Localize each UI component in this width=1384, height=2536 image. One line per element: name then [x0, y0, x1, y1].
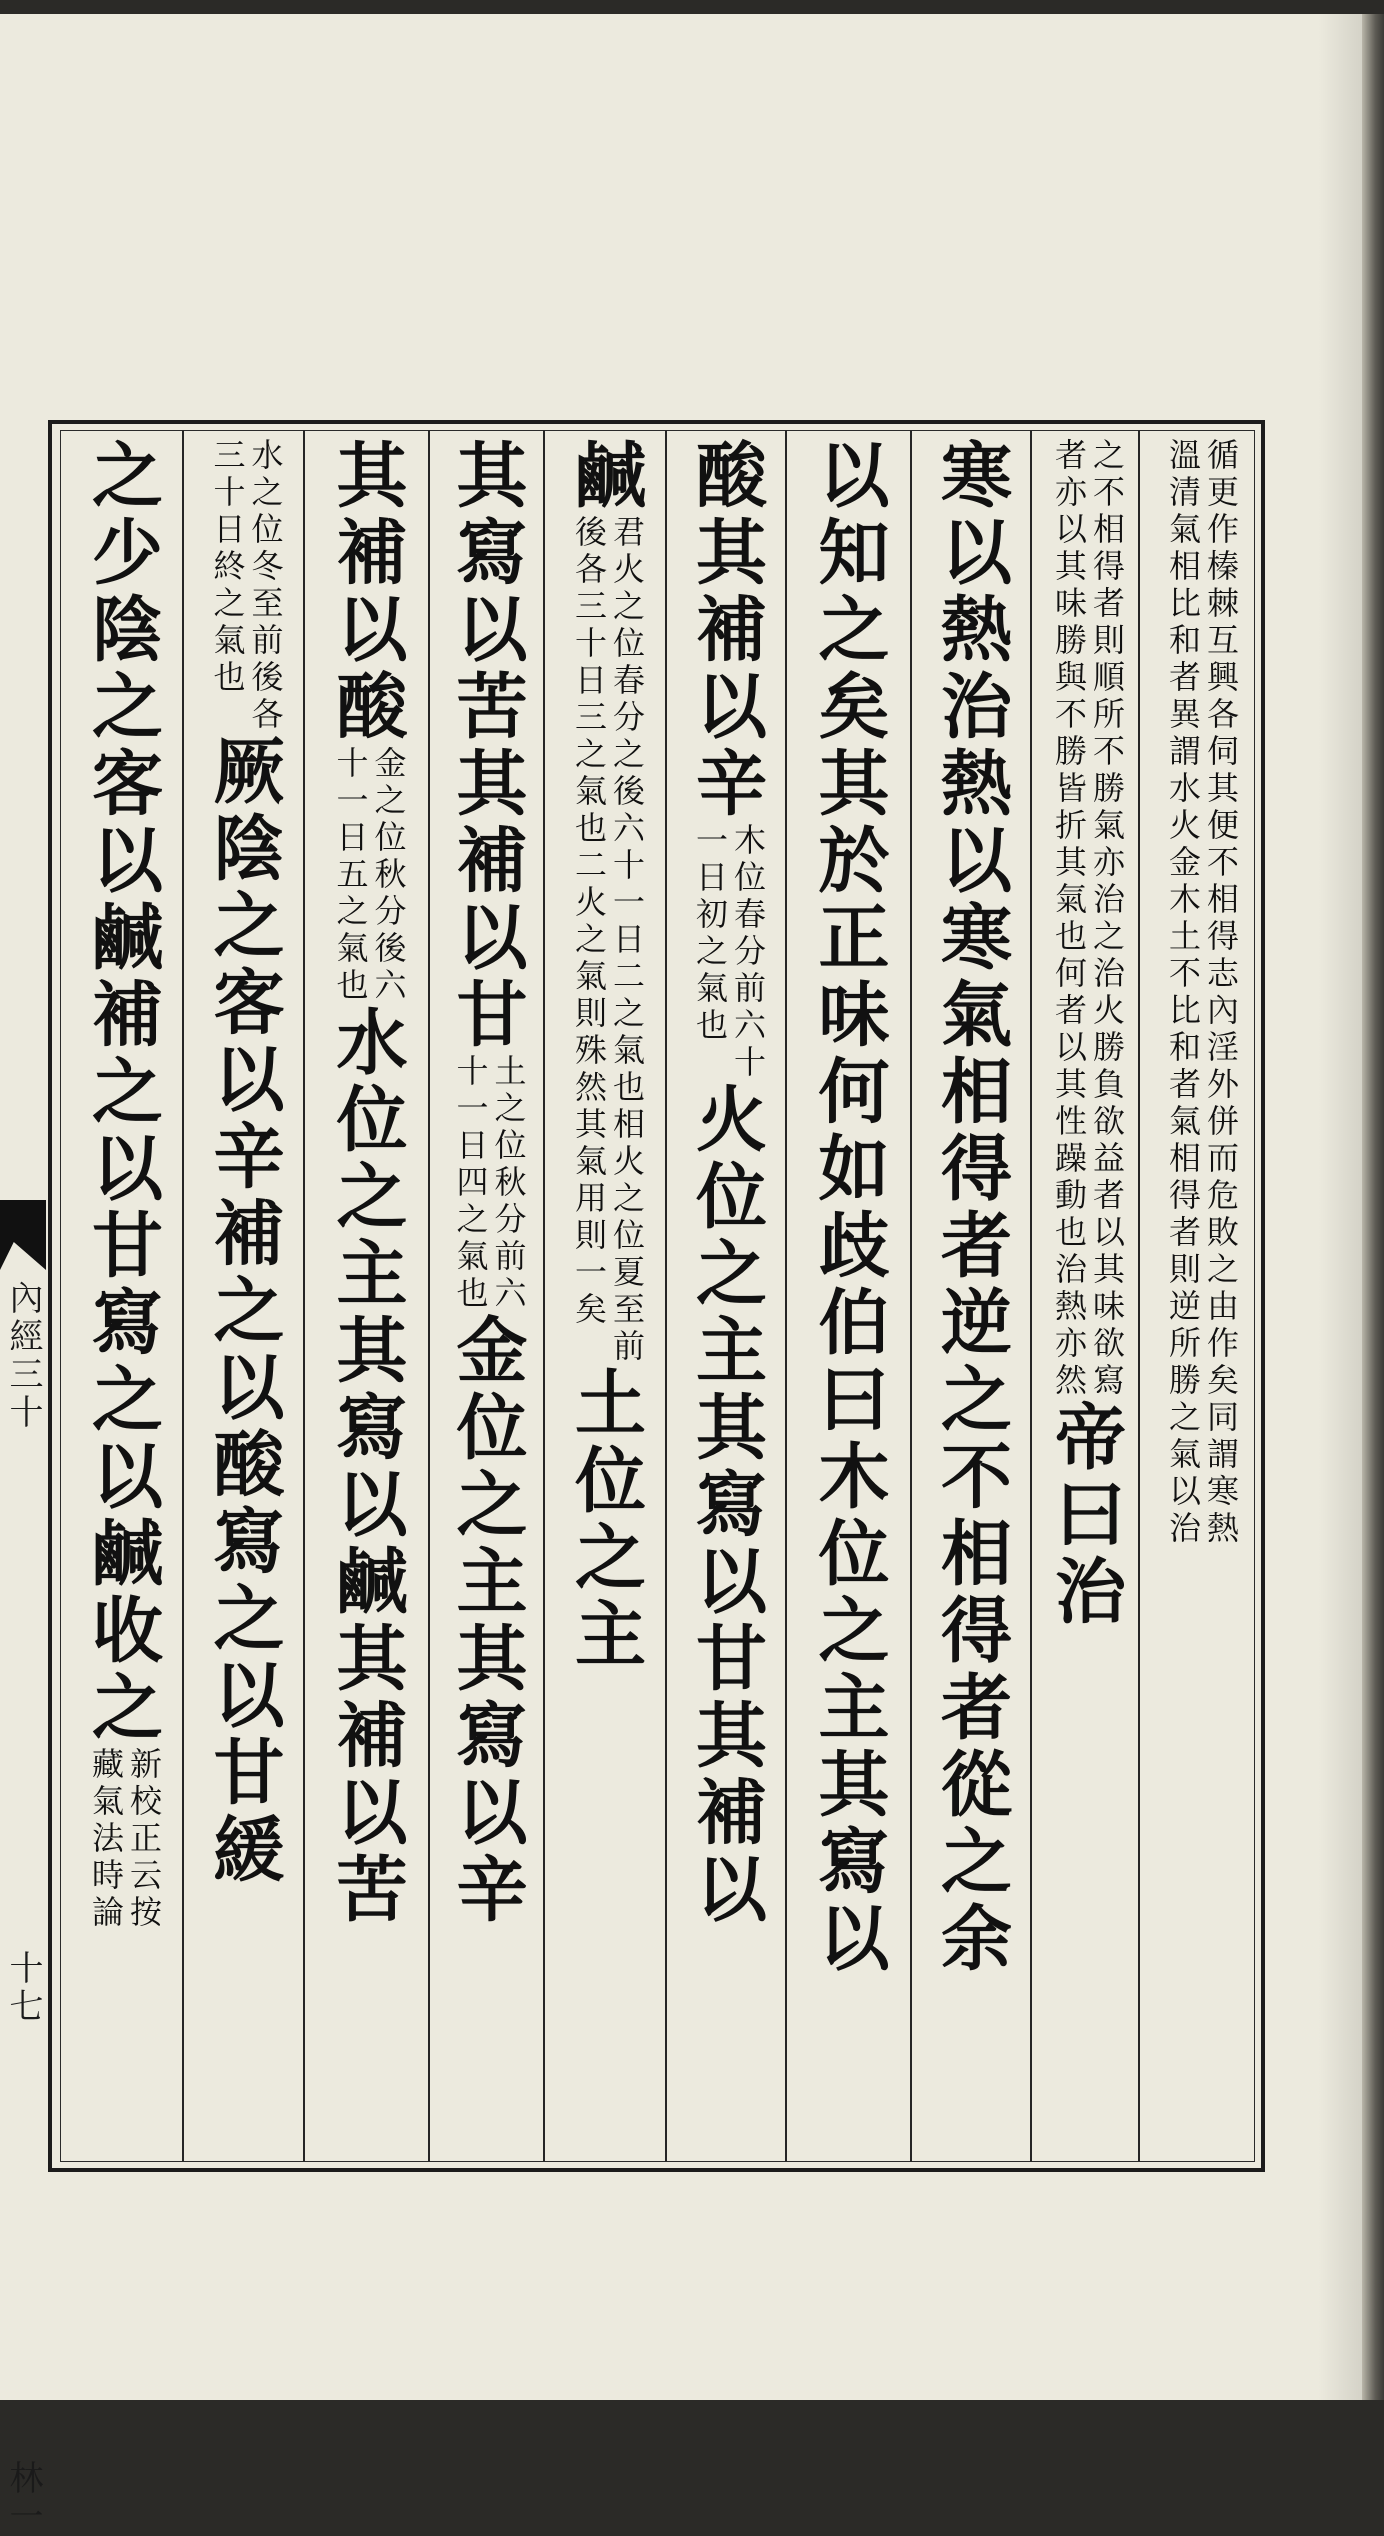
commentary-line: 者亦以其味勝與不勝皆折其氣也何者以其性躁動也治熱亦然 [1050, 438, 1088, 1400]
commentary-block [206, 438, 285, 734]
fish-tail-marker [0, 1200, 46, 1270]
commentary-line: 藏氣法時論 [87, 1747, 125, 1932]
fold-strip [0, 420, 48, 2536]
main-text: 土位之主 [563, 1366, 648, 1674]
main-text: 其寫以苦其補以甘 [445, 438, 529, 1054]
text-column-1 [1140, 438, 1258, 2158]
text-column-5 [667, 438, 785, 2158]
commentary-block [84, 1747, 163, 1932]
main-text: 以知之矣其於正味何如歧伯曰木位之主其寫以 [807, 438, 891, 1978]
commentary-line: 一日初之氣也 [691, 823, 729, 1045]
commentary-line: 後各三十日三之氣也二火之氣則殊然其氣用則一矣 [570, 515, 608, 1329]
fold-book-title: 內經三十 [3, 1280, 43, 1432]
text-column-4 [787, 438, 910, 2158]
commentary-line: 溫清氣相比和者異謂水火金木土不比和者氣相得者則逆所勝之氣以治 [1164, 438, 1202, 1548]
commentary-block [1047, 438, 1126, 1400]
commentary-block [329, 746, 408, 1005]
commentary-line: 十一日四之氣也 [451, 1054, 490, 1313]
commentary-line: 循更作榛棘互興各伺其便不相得志內淫外併而危敗之由作矣同謂寒熱 [1202, 438, 1240, 1548]
page-gutter-shadow [1318, 14, 1362, 2400]
text-column-3 [912, 438, 1030, 2158]
main-text: 其補以酸 [325, 438, 409, 746]
commentary-line: 土之位秋分前六 [489, 1054, 528, 1313]
text-column-7 [430, 438, 543, 2158]
text-column-6 [545, 438, 665, 2158]
commentary-block [688, 823, 767, 1082]
main-text: 厥陰之客以辛補之以酸寫之以甘緩 [202, 734, 286, 1889]
text-column-10 [62, 438, 182, 2158]
fold-volume-mark: 林一 [3, 2460, 43, 2536]
text-column-8 [305, 438, 428, 2158]
commentary-line: 水之位冬至前後各 [246, 438, 285, 734]
commentary-block [449, 1054, 528, 1313]
commentary-line: 君火之位春分之後六十一日二之氣也相火之位夏至前 [608, 515, 646, 1366]
main-text: 水位之主其寫以鹹其補以苦 [325, 1005, 409, 1929]
commentary-block [1161, 438, 1240, 1548]
main-text: 金位之主其寫以辛 [445, 1313, 529, 1929]
fold-leaf-number: 十七 [3, 1950, 43, 2026]
commentary-line: 金之位秋分後六 [369, 746, 408, 1005]
page-edge [1362, 14, 1384, 2400]
text-column-9 [184, 438, 303, 2158]
commentary-block [567, 515, 646, 1366]
text-column-2 [1032, 438, 1138, 2158]
main-text: 鹹 [563, 438, 648, 515]
commentary-line: 新校正云按 [125, 1747, 163, 1932]
commentary-line: 木位春分前六十 [729, 823, 767, 1082]
main-text: 酸其補以辛 [684, 438, 769, 823]
main-text: 帝曰治 [1043, 1400, 1128, 1631]
commentary-line: 三十日終之氣也 [208, 438, 247, 697]
main-text: 寒以熱治熱以寒氣相得者逆之不相得者從之余 [929, 438, 1014, 1978]
main-text: 之少陰之客以鹹補之以甘寫之以鹹收之 [80, 438, 165, 1747]
main-text: 火位之主其寫以甘其補以 [684, 1082, 769, 1929]
commentary-line: 十一日五之氣也 [331, 746, 370, 1005]
commentary-line: 之不相得者則順所不勝氣亦治之治火勝負欲益者以其味欲寫 [1088, 438, 1126, 1400]
